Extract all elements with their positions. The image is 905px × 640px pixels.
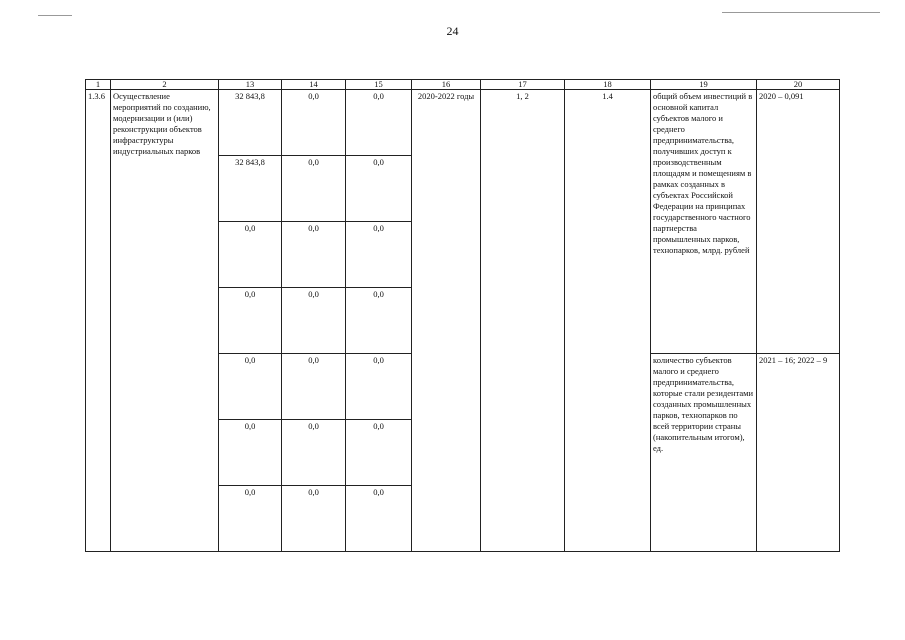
finance-cell-13: 0,0 <box>219 354 282 420</box>
column-header: 2 <box>111 80 219 90</box>
scan-artifact-right <box>722 12 880 13</box>
item-code: 1.3.6 <box>86 90 111 552</box>
item-period: 2020-2022 годы <box>412 90 481 552</box>
indicator-name: общий объем инвестиций в основной капитал субъектов малого и среднего предпринимательства, получивших доступ к производственным площадям и помещениям в рамках созданных в субъектах Российской Федерации на принципах государственного частного партнерства промышленных парков, технопарков, млрд. рублей <box>651 90 757 354</box>
finance-cell-15: 0,0 <box>346 222 412 288</box>
column-header: 18 <box>565 80 651 90</box>
finance-cell-14: 0,0 <box>282 486 346 552</box>
page-number: 24 <box>446 24 459 38</box>
column-header: 15 <box>346 80 412 90</box>
finance-cell-15: 0,0 <box>346 486 412 552</box>
program-table <box>85 79 840 552</box>
finance-cell-14: 0,0 <box>282 354 346 420</box>
finance-cell-14: 0,0 <box>282 90 346 156</box>
finance-cell-14: 0,0 <box>282 420 346 486</box>
column-header: 14 <box>282 80 346 90</box>
finance-cell-13: 0,0 <box>219 288 282 354</box>
finance-cell-14: 0,0 <box>282 288 346 354</box>
column-header: 13 <box>219 80 282 90</box>
item-col17: 1, 2 <box>481 90 565 552</box>
finance-cell-13: 0,0 <box>219 486 282 552</box>
indicator-name: количество субъектов малого и среднего предпринимательства, которые стали резидентами созданных промышленных парков, технопарков по всей территории страны (накопительным итогом), ед. <box>651 354 757 552</box>
finance-cell-14: 0,0 <box>282 222 346 288</box>
finance-cell-15: 0,0 <box>346 420 412 486</box>
indicator-value: 2021 – 16; 2022 – 9 <box>757 354 840 552</box>
column-header: 19 <box>651 80 757 90</box>
finance-cell-15: 0,0 <box>346 288 412 354</box>
item-title: Осуществление мероприятий по созданию, модернизации и (или) реконструкции объектов инфраструктуры индустриальных парков <box>111 90 219 552</box>
finance-cell-15: 0,0 <box>346 90 412 156</box>
column-header: 20 <box>757 80 840 90</box>
table-header-row <box>86 80 840 90</box>
finance-cell-13: 0,0 <box>219 420 282 486</box>
item-col18: 1.4 <box>565 90 651 552</box>
finance-cell-13: 32 843,8 <box>219 156 282 222</box>
indicator-value: 2020 – 0,091 <box>757 90 840 354</box>
column-header: 16 <box>412 80 481 90</box>
finance-cell-13: 0,0 <box>219 222 282 288</box>
table-row <box>86 90 840 156</box>
scan-artifact-left <box>38 15 72 16</box>
finance-cell-15: 0,0 <box>346 156 412 222</box>
finance-cell-14: 0,0 <box>282 156 346 222</box>
column-header: 17 <box>481 80 565 90</box>
finance-cell-13: 32 843,8 <box>219 90 282 156</box>
finance-cell-15: 0,0 <box>346 354 412 420</box>
column-header: 1 <box>86 80 111 90</box>
